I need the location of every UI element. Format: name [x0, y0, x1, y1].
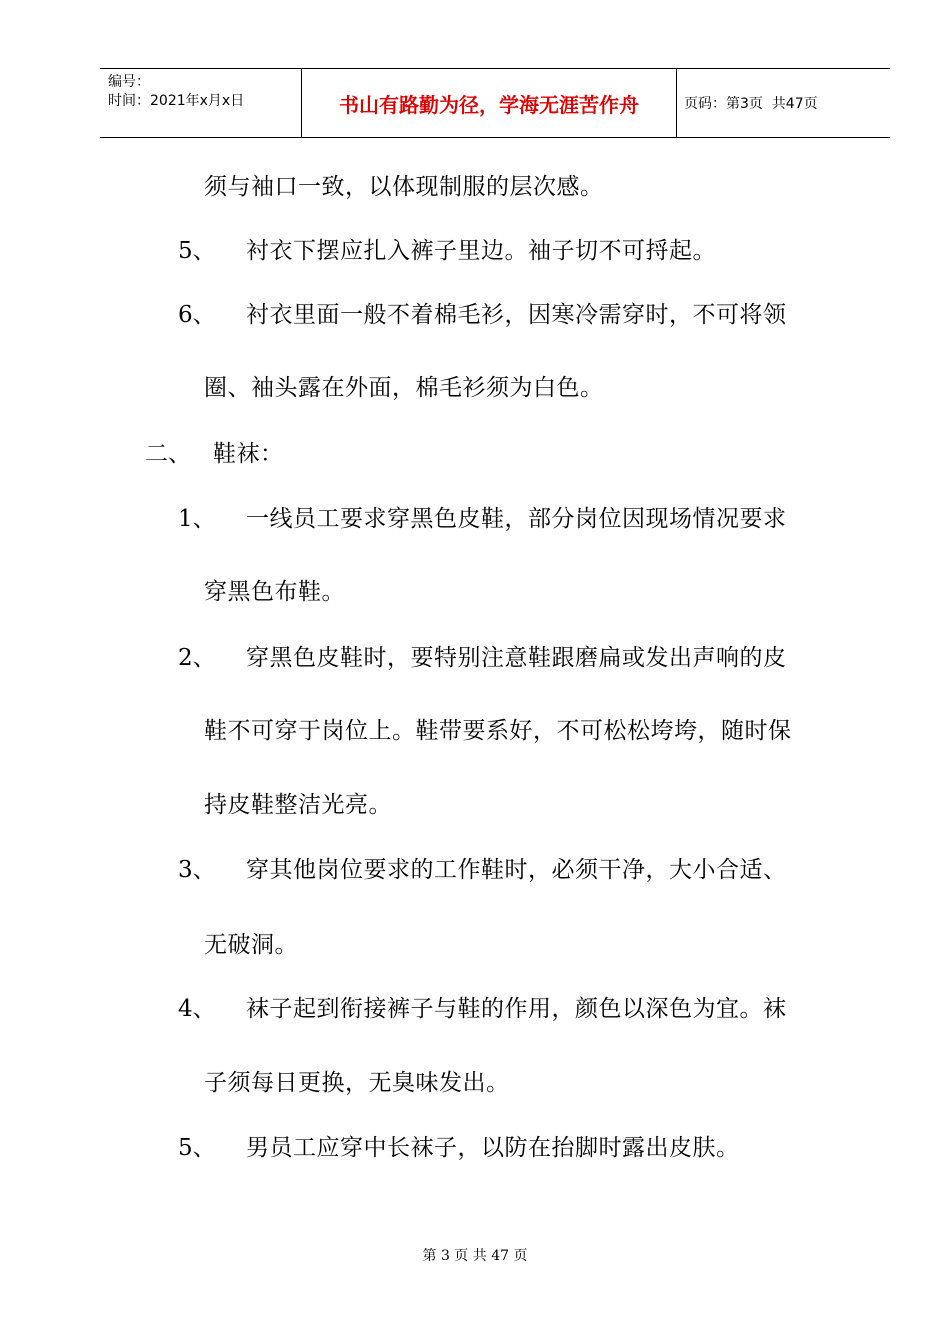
list-number: 5、	[178, 238, 216, 264]
header-page-info: 页码：第3页 共47页	[684, 96, 818, 112]
list-number: 2、	[178, 645, 216, 671]
header-left-cell	[108, 73, 244, 111]
list-number: 1、	[178, 506, 216, 532]
section-number: 二、	[145, 441, 191, 467]
header-table	[100, 68, 890, 138]
section-heading: 鞋袜：	[213, 441, 284, 467]
body-line: 一线员工要求穿黑色皮鞋，部分岗位因现场情况要求	[246, 506, 787, 532]
body-line: 衬衣里面一般不着棉毛衫，因寒冷需穿时，不可将领	[246, 302, 787, 328]
body-line: 穿黑色布鞋。	[204, 579, 345, 605]
header-motto: 书山有路勤为径，学海无涯苦作舟	[339, 92, 639, 117]
body-line: 鞋不可穿于岗位上。鞋带要系好，不可松松垮垮，随时保	[204, 718, 792, 744]
list-number: 4、	[178, 996, 216, 1022]
body-line: 无破洞。	[204, 932, 298, 958]
list-number: 5、	[178, 1135, 216, 1161]
list-number: 3、	[178, 857, 216, 883]
body-line: 子须每日更换，无臭味发出。	[204, 1070, 510, 1096]
time-label: 时间：2021年x月x日	[108, 93, 245, 109]
body-line: 袜子起到衔接裤子与鞋的作用，颜色以深色为宜。袜	[246, 996, 787, 1022]
body-line: 穿黑色皮鞋时，要特别注意鞋跟磨扁或发出声响的皮	[246, 645, 787, 671]
body-line: 圈、袖头露在外面，棉毛衫须为白色。	[204, 375, 604, 401]
page-footer: 第 3 页 共 47 页	[422, 1248, 528, 1264]
body-line: 衬衣下摆应扎入裤子里边。袖子切不可捋起。	[246, 238, 716, 264]
body-line: 持皮鞋整洁光亮。	[204, 792, 392, 818]
body-line: 穿其他岗位要求的工作鞋时，必须干净，大小合适、	[246, 857, 787, 883]
list-number: 6、	[178, 302, 216, 328]
body-line: 须与袖口一致，以体现制服的层次感。	[204, 174, 604, 200]
serial-label: 编号：	[108, 74, 150, 90]
body-line: 男员工应穿中长袜子，以防在抬脚时露出皮肤。	[246, 1135, 740, 1161]
header-divider	[676, 69, 677, 137]
